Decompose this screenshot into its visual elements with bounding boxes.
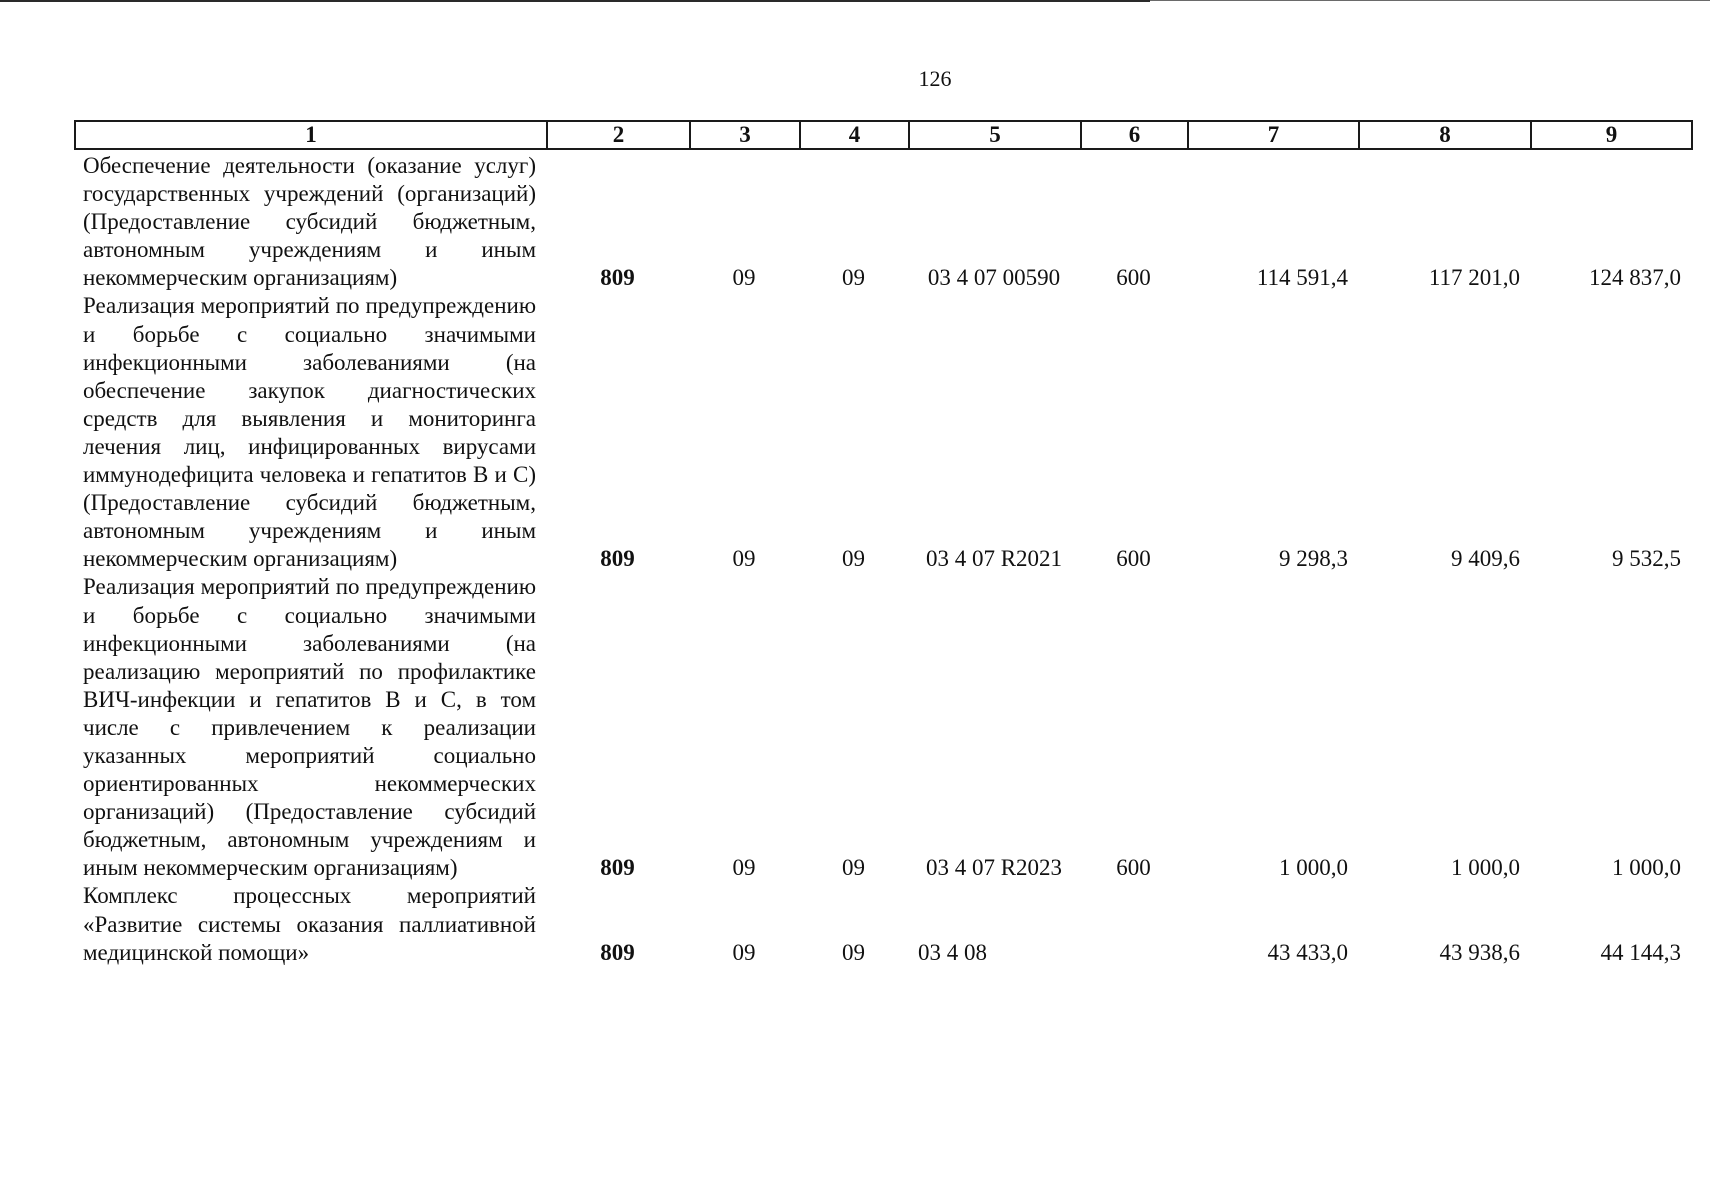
row-col9-value: 124 837,0 — [1589, 265, 1681, 291]
row-description: Комплекс процессных мероприятий «Развитие системы оказания паллиативной медицинской помощи» — [83, 883, 536, 965]
row-col2-value: 809 — [600, 265, 635, 291]
row-col7-value: 9 298,3 — [1279, 546, 1348, 572]
row-col3-value: 09 — [732, 265, 756, 291]
row-col4-value: 09 — [842, 546, 865, 572]
header-col-6: 6 — [1081, 121, 1188, 149]
row-col5-value: 03 4 08 — [918, 939, 987, 965]
row-col5-value: 03 4 07 00590 — [927, 265, 1061, 291]
column-number-header — [74, 120, 1693, 150]
row-col5-value: 03 4 07 R2021 — [925, 546, 1063, 572]
table-row — [74, 573, 1691, 882]
row-col9-value: 1 000,0 — [1612, 855, 1681, 881]
scan-edge-line-right — [1150, 0, 1710, 1]
table-row — [74, 152, 1691, 292]
row-col4-value: 09 — [842, 855, 865, 881]
header-col-3: 3 — [690, 121, 800, 149]
row-col7-value: 43 433,0 — [1267, 939, 1348, 965]
row-col2-value: 809 — [600, 546, 635, 572]
header-col-7: 7 — [1188, 121, 1359, 149]
row-col3-value: 09 — [732, 939, 756, 965]
row-col9-value: 9 532,5 — [1612, 546, 1681, 572]
header-col-5: 5 — [909, 121, 1081, 149]
row-col2-value: 809 — [600, 855, 635, 881]
header-col-2: 2 — [547, 121, 690, 149]
row-col6-value — [1080, 882, 1187, 966]
row-col8-value: 43 938,6 — [1439, 939, 1520, 965]
table-row — [74, 292, 1691, 573]
row-col6-value: 600 — [1116, 265, 1151, 291]
row-col6-value: 600 — [1116, 855, 1151, 881]
header-row — [75, 121, 1692, 149]
row-col8-value: 1 000,0 — [1451, 855, 1520, 881]
row-col5-value: 03 4 07 R2023 — [925, 855, 1063, 881]
page-number: 126 — [918, 66, 952, 91]
row-col7-value: 1 000,0 — [1279, 855, 1348, 881]
row-col3-value: 09 — [732, 855, 756, 881]
row-col6-value: 600 — [1116, 546, 1151, 572]
header-col-8: 8 — [1359, 121, 1531, 149]
row-col8-value: 9 409,6 — [1451, 546, 1520, 572]
row-description: Реализация мероприятий по предупреждению и борьбе с социально значимыми инфекционными заболеваниями (на реализацию мероприятий по профилактике ВИЧ-инфекции и гепатитов B и C, в том числе с привлечением к реализации указанных мероприятий социально ориентированных некоммерческих организаций) (Предоставление субсидий бюджетным, автономным учреждениям и иным некоммерческим организациям) — [83, 574, 536, 881]
header-col-1: 1 — [75, 121, 547, 149]
row-col7-value: 114 591,4 — [1256, 265, 1348, 291]
budget-table — [74, 152, 1691, 967]
scan-edge-line — [0, 0, 1150, 2]
row-col9-value: 44 144,3 — [1600, 939, 1681, 965]
row-col8-value: 117 201,0 — [1428, 265, 1520, 291]
header-col-4: 4 — [800, 121, 909, 149]
row-col2-value: 809 — [600, 939, 635, 965]
row-col4-value: 09 — [842, 939, 865, 965]
header-col-9: 9 — [1531, 121, 1692, 149]
row-description: Обеспечение деятельности (оказание услуг) государственных учреждений (организаций) (Предоставление субсидий бюджетным, автономным учреждениям и иным некоммерческим организациям) — [83, 153, 536, 291]
row-col4-value: 09 — [842, 265, 865, 291]
row-description: Реализация мероприятий по предупреждению и борьбе с социально значимыми инфекционными заболеваниями (на обеспечение закупок диагностических средств для выявления и мониторинга лечения лиц, инфицированных вирусами иммунодефицита человека и гепатитов B и C) (Предоставление субсидий бюджетным, автономным учреждениям и иным некоммерческим организациям) — [83, 293, 536, 572]
row-col3-value: 09 — [732, 546, 756, 572]
table-row — [74, 882, 1691, 966]
